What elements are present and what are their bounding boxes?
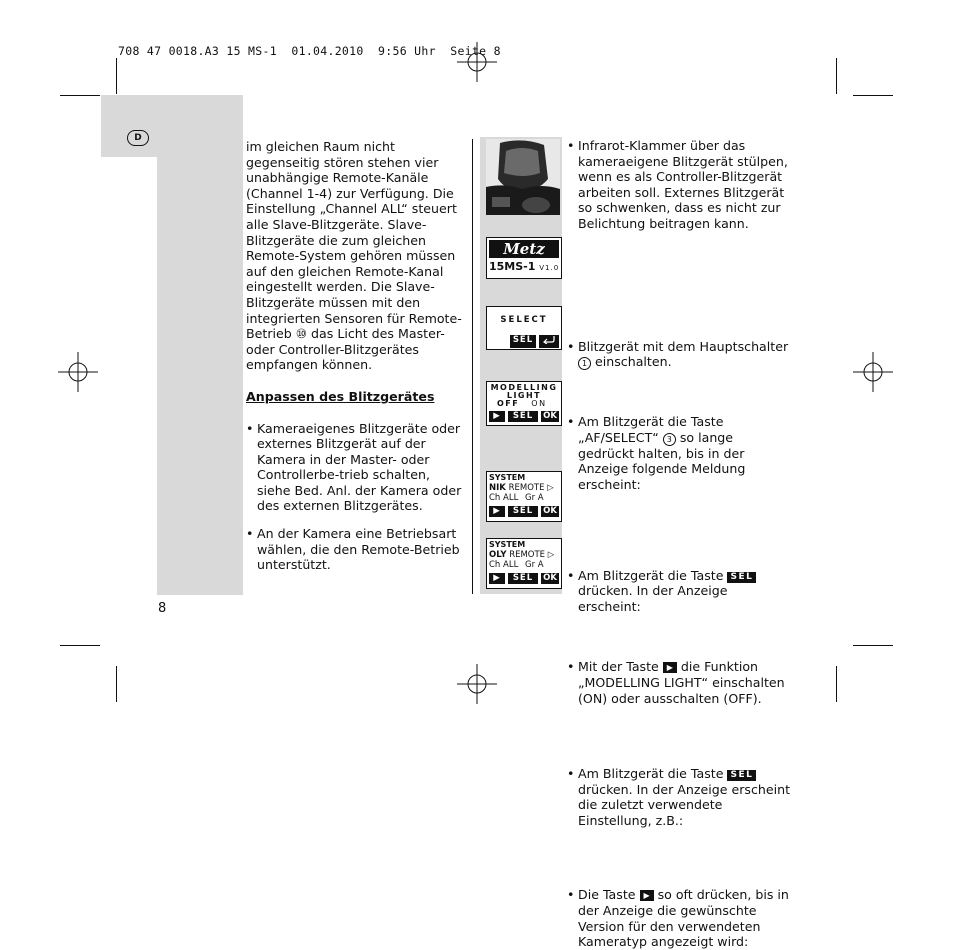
page-number: 8 [158, 601, 167, 616]
lcd-oly-mode: REMOTE [509, 550, 546, 560]
lcd-select-sel-key: SEL [510, 335, 536, 348]
lcd-modelling-arrow-key: ▶ [489, 411, 505, 422]
registration-mark-top [457, 42, 497, 82]
right-bullet-4-text-a: Am Blitzgerät die Taste [578, 567, 724, 583]
crop-mark-bottom-left-v [116, 666, 117, 702]
crop-mark-bottom-left [60, 645, 100, 646]
crop-mark-top-left [60, 95, 100, 96]
lcd-modelling-sel-key: SEL [508, 411, 538, 422]
right-bullet-5 [567, 659, 793, 706]
lcd-nik-next-icon: ▷ [547, 483, 554, 493]
right-bullet-7-text-b: so oft drücken, bis in der Anzeige die gewünschte Version für den verwendeten Kameratyp angezeigt wird: [578, 887, 789, 950]
right-bullet-3-text-b: so lange gedrückt halten, bis in der Anzeige folgende Meldung erscheint: [578, 429, 746, 492]
crop-mark-bottom-right [853, 645, 893, 646]
af-select-ref: 3 [663, 433, 676, 446]
lcd-modelling-line2: LIGHT [506, 391, 542, 400]
crop-mark-bottom-right-v [836, 666, 837, 702]
lcd-nik-group: Gr A [525, 493, 544, 503]
crop-mark-top-right [853, 95, 893, 96]
right-bullet-5-text-a: Mit der Taste [578, 659, 659, 675]
lcd-nik-channel: Ch ALL [489, 493, 519, 503]
print-header: 708 47 0018.A3 15 MS-1 01.04.2010 9:56 Uhr Seite 8 [118, 44, 501, 58]
right-bullet-2-text-b: einschalten. [595, 354, 672, 370]
lcd-modelling-line1: MODELLING [490, 383, 558, 392]
right-bullet-4-text-b: drücken. In der Anzeige erscheint: [578, 583, 728, 614]
right-bullet-6-text-b: drücken. In der Anzeige erscheint die zuletzt verwendete Einstellung, z.B.: [578, 781, 791, 828]
lcd-oly-ok-key: OK [541, 573, 559, 584]
arrow-key-icon: ▶ [640, 890, 654, 901]
sidebar-column [157, 95, 243, 595]
lcd-oly-line1: SYSTEM [489, 540, 526, 549]
language-badge [127, 130, 149, 146]
right-bullet-6 [567, 766, 793, 828]
model-version: V1.0 [539, 264, 560, 272]
lcd-modelling-off: OFF [497, 399, 520, 408]
lcd-system-oly [486, 538, 562, 589]
lcd-modelling-on: ON [531, 399, 547, 408]
camera-photo [486, 139, 560, 215]
intro-paragraph: im gleichen Raum nicht gegenseitig stören stehen vier unabhängige Remote-Kanäle (Channel 1-4) zur Verfügung. Die Einstellung „Channel ALL“ steuert alle Slave-Blitzgeräte. Slave-Blitzgeräte die zum gleichen Remote-System gehören müssen auf den gleichen Remote-Kanal eingestellt werden. Die Slave-Blitzgeräte müssen mit den integrierten Sensoren für Remote-Betrieb ⑩ das Licht des Master- oder Controller-Blitzgerätes empfangen können. [246, 139, 462, 373]
lcd-nik-sel-key: SEL [508, 506, 538, 517]
lcd-oly-next-icon: ▷ [547, 550, 555, 560]
lcd-select-title: SELECT [500, 315, 548, 325]
right-bullet-4 [567, 568, 793, 615]
right-bullet-7-text-a: Die Taste [578, 887, 636, 903]
lcd-modelling-ok-key: OK [541, 411, 559, 422]
column-divider [472, 139, 473, 594]
main-switch-ref: 1 [578, 357, 591, 370]
left-bullet-1: • Kameraeigenes Blitzgeräte oder externes Blitzgerät auf der Kamera in der Master- oder Controllerbe-trieb schalten, siehe Bed. Anl. der Kamera oder des externen Blitzgerätes. [246, 421, 464, 515]
language-badge-text: D [134, 133, 142, 143]
registration-mark-left [58, 352, 98, 392]
right-bullet-3-text-a: Am Blitzgerät die Taste „AF/SELECT“ [578, 414, 724, 445]
right-bullet-6-text-a: Am Blitzgerät die Taste [578, 766, 724, 782]
lcd-nik-line1: SYSTEM [489, 473, 526, 482]
lcd-oly-group: Gr A [525, 560, 544, 570]
arrow-key-icon: ▶ [663, 662, 677, 673]
crop-mark-top-right-v [836, 58, 837, 94]
lcd-select [486, 306, 562, 350]
sidebar-tab [101, 95, 158, 157]
right-bullet-2 [567, 339, 793, 371]
lcd-modelling-light [486, 381, 562, 426]
lcd-oly-arrow-key: ▶ [489, 573, 505, 584]
sel-key-icon: SEL [727, 572, 756, 583]
right-bullet-7 [567, 887, 793, 949]
right-bullet-5-text-b: die Funktion „MODELLING LIGHT“ einschalten (ON) oder ausschalten (OFF). [578, 659, 785, 706]
model-label [489, 260, 559, 275]
lcd-oly-sel-key: SEL [508, 573, 538, 584]
registration-mark-bottom [457, 664, 497, 704]
right-bullet-1: • Infrarot-Klammer über das kameraeigene Blitzgerät stülpen, wenn es als Controller-Blitzgerät arbeiten soll. Externes Blitzgerät so schwenken, dass es nicht zur Belichtung beitragen kann. [567, 138, 793, 232]
brand-logo-bar [489, 240, 559, 258]
sel-key-icon: SEL [727, 770, 756, 781]
lcd-oly-channel: Ch ALL [489, 560, 519, 570]
lcd-nik-arrow-key: ▶ [489, 506, 505, 517]
left-bullet-2: • An der Kamera eine Betriebsart wählen, die den Remote-Betrieb unterstützt. [246, 526, 464, 573]
left-column [246, 139, 464, 573]
return-arrow-icon [539, 335, 559, 348]
lcd-system-nik [486, 471, 562, 522]
lcd-nik-brand: NIK [489, 483, 506, 493]
lcd-nik-mode: REMOTE [508, 483, 545, 493]
brand-box [486, 237, 562, 279]
model-name: 15MS-1 [489, 260, 536, 273]
lcd-oly-brand: OLY [489, 550, 507, 560]
metz-logo: Metz [503, 240, 545, 258]
right-bullet-2-text-a: Blitzgerät mit dem Hauptschalter [578, 338, 789, 354]
registration-mark-right [853, 352, 893, 392]
section-heading: Anpassen des Blitzgerätes [246, 388, 435, 404]
right-bullet-3 [567, 414, 793, 492]
lcd-nik-ok-key: OK [541, 506, 559, 517]
crop-mark-top-left-v [116, 58, 117, 94]
